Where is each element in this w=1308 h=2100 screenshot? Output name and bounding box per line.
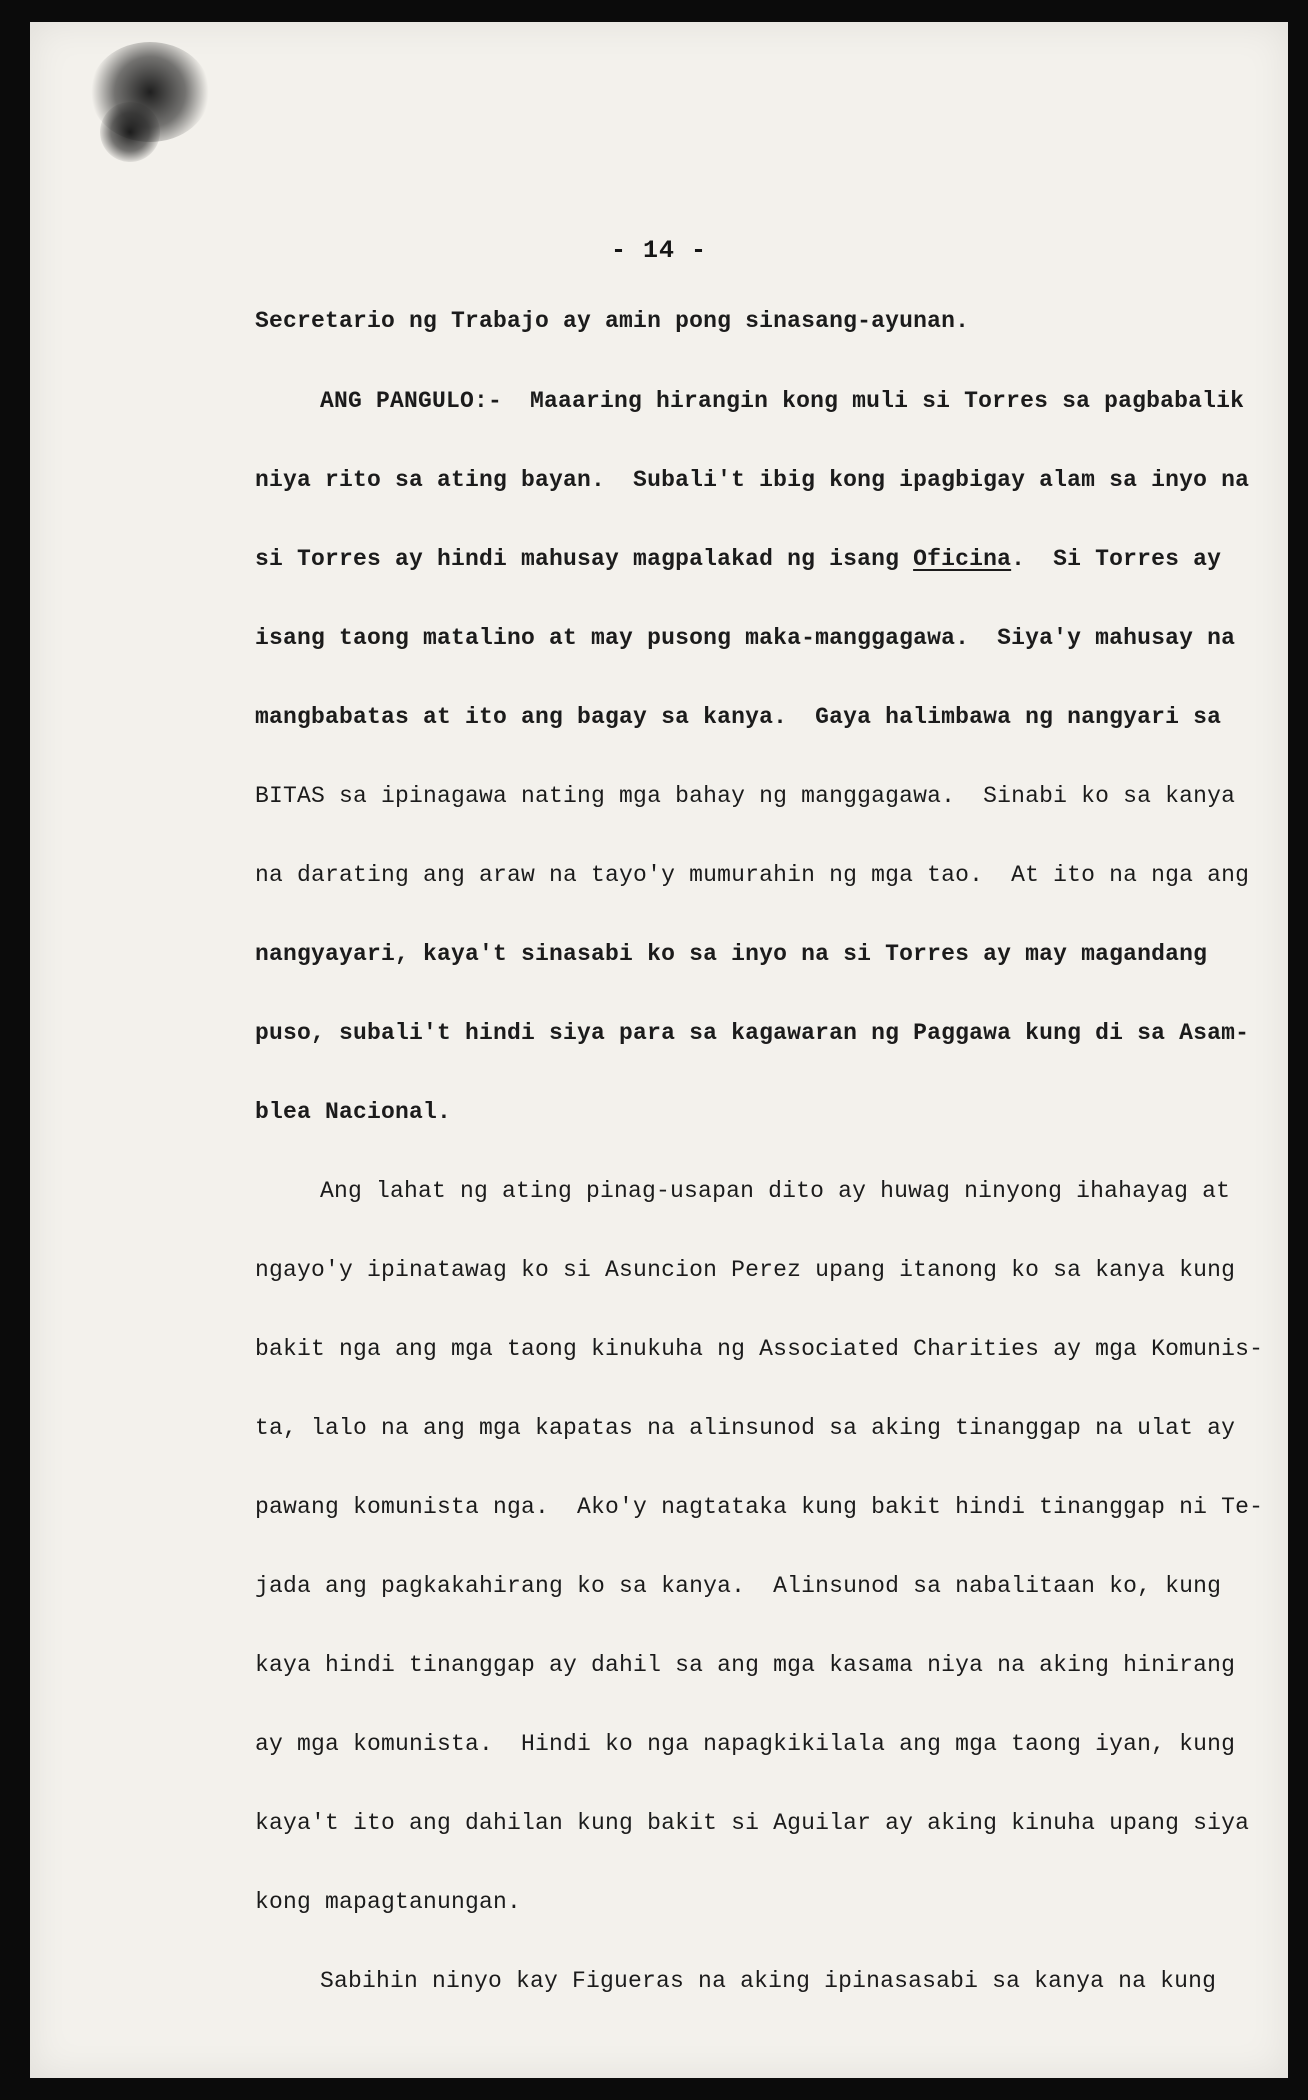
text-line: ay mga komunista. Hindi ko nga napagkikilala ang mga taong iyan, kung [255, 1731, 1236, 1757]
text-segment: . Si Torres ay [1011, 546, 1222, 572]
page-number: - 14 - [610, 236, 707, 265]
text-line: jada ang pagkakahirang ko sa kanya. Alinsunod sa nabalitaan ko, kung [255, 1573, 1222, 1599]
text-line: kaya't ito ang dahilan kung bakit si Aguilar ay aking kinuha upang siya [255, 1810, 1250, 1836]
text-line: blea Nacional. [255, 1099, 452, 1125]
ink-smudge [100, 102, 160, 162]
text-line: Sabihin ninyo kay Figueras na aking ipinasasabi sa kanya na kung [320, 1968, 1217, 1994]
text-line: mangbabatas at ito ang bagay sa kanya. Gaya halimbawa ng nangyari sa [255, 704, 1222, 730]
text-line: ngayo'y ipinatawag ko si Asuncion Perez upang itanong ko sa kanya kung [255, 1257, 1236, 1283]
text-line: puso, subali't hindi siya para sa kagawaran ng Paggawa kung di sa Asam- [255, 1020, 1250, 1046]
text-line: pawang komunista nga. Ako'y nagtataka kung bakit hindi tinanggap ni Te- [255, 1494, 1264, 1520]
text-line: ANG PANGULO:- Maaaring hirangin kong muli si Torres sa pagbabalik [320, 388, 1245, 414]
text-segment: si Torres ay hindi mahusay magpalakad ng isang [255, 546, 914, 572]
document-page [30, 22, 1288, 2078]
text-line: niya rito sa ating bayan. Subali't ibig kong ipagbigay alam sa inyo na [255, 467, 1250, 493]
text-line: kaya hindi tinanggap ay dahil sa ang mga kasama niya na aking hinirang [255, 1652, 1236, 1678]
text-line: ta, lalo na ang mga kapatas na alinsunod sa aking tinanggap na ulat ay [255, 1415, 1236, 1441]
text-line: BITAS sa ipinagawa nating mga bahay ng manggagawa. Sinabi ko sa kanya [255, 783, 1236, 809]
text-line: na darating ang araw na tayo'y mumurahin ng mga tao. At ito na nga ang [255, 862, 1250, 888]
text-line: kong mapagtanungan. [255, 1889, 522, 1915]
underlined-word: Oficina [913, 546, 1012, 572]
text-line: Secretario ng Trabajo ay amin pong sinasang-ayunan. [255, 308, 970, 334]
text-line: nangyayari, kaya't sinasabi ko sa inyo na si Torres ay may magandang [255, 941, 1208, 967]
text-line [255, 546, 1221, 572]
text-line: Ang lahat ng ating pinag-usapan dito ay huwag ninyong ihahayag at [320, 1178, 1231, 1204]
text-line: isang taong matalino at may pusong maka-manggagawa. Siya'y mahusay na [255, 625, 1236, 651]
text-line: bakit nga ang mga taong kinukuha ng Associated Charities ay mga Komunis- [255, 1336, 1264, 1362]
